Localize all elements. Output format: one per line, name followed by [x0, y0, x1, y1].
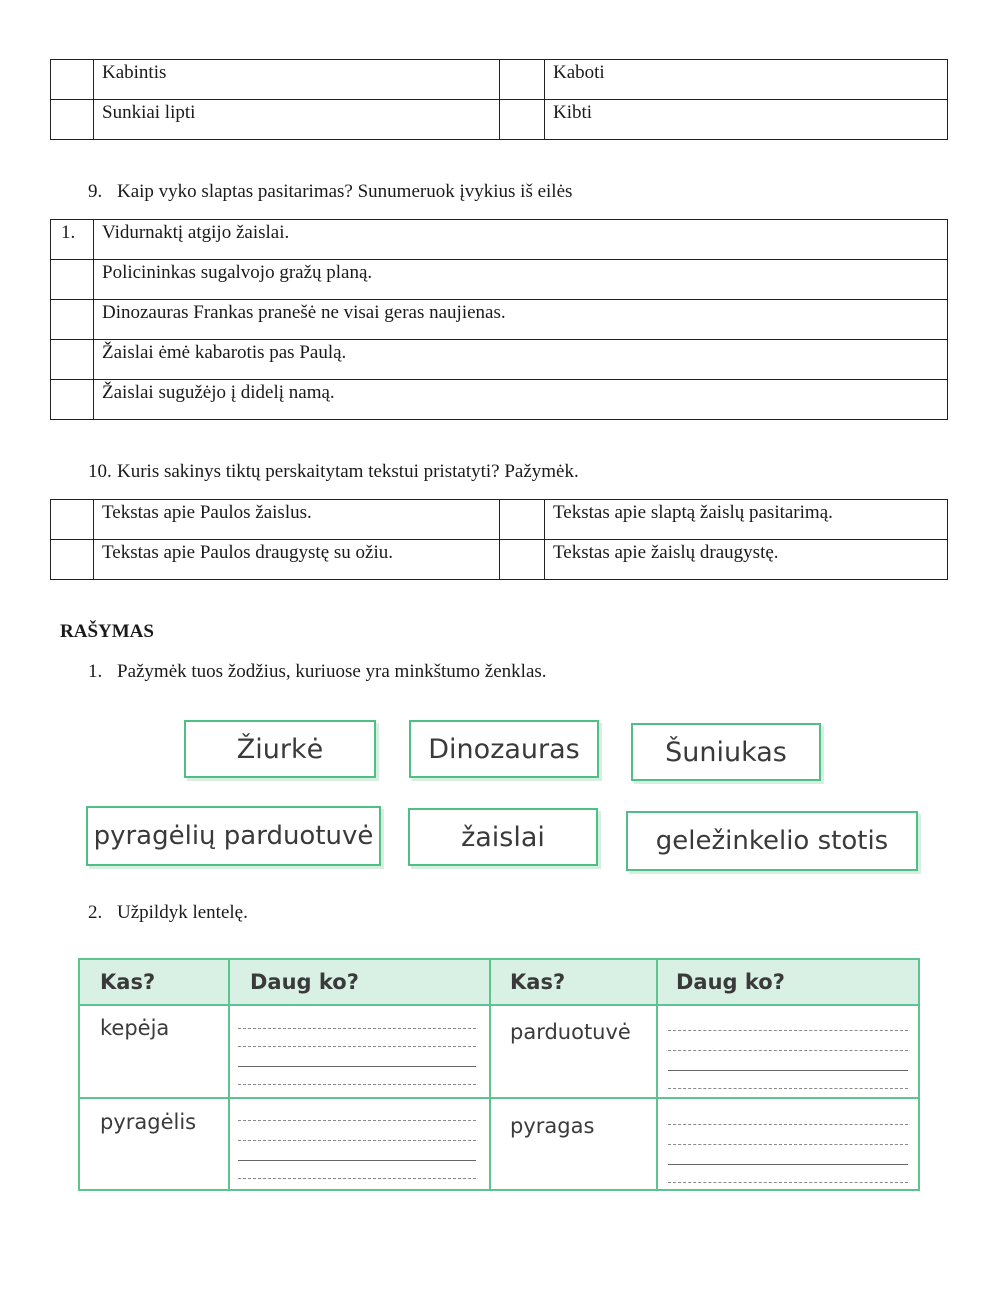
order-number-cell[interactable]	[51, 380, 94, 420]
answer-line[interactable]	[668, 1144, 908, 1145]
table-row	[51, 220, 948, 260]
option-cell: Tekstas apie slaptą žaislų pasitarimą.	[545, 500, 948, 540]
word-card[interactable]: Šuniukas	[631, 723, 821, 781]
table-row	[51, 500, 948, 540]
answer-line[interactable]	[238, 1160, 476, 1161]
question-text: Kaip vyko slaptas pasitarimas? Sunumeruok įvykius iš eilės	[117, 181, 573, 202]
section-heading: RAŠYMAS	[60, 621, 154, 642]
noun-cell: kepėja	[100, 1016, 170, 1040]
column-header: Kas?	[510, 970, 566, 994]
table-row	[51, 380, 948, 420]
task-number: 1.	[88, 661, 103, 682]
answer-line[interactable]	[668, 1088, 908, 1089]
choice-table	[50, 499, 948, 580]
answer-line[interactable]	[668, 1182, 908, 1183]
option-cell: Kaboti	[545, 60, 948, 100]
order-number-cell[interactable]	[51, 340, 94, 380]
answer-table-top	[50, 59, 948, 140]
answer-line[interactable]	[238, 1120, 476, 1121]
question-number: 9.	[88, 181, 103, 202]
column-divider	[489, 960, 491, 1189]
answer-line[interactable]	[668, 1050, 908, 1051]
checkbox-cell[interactable]	[500, 540, 545, 580]
word-card[interactable]: Žiurkė	[184, 720, 376, 778]
event-text: Žaislai ėmė kabarotis pas Paulą.	[94, 340, 948, 380]
option-cell: Sunkiai lipti	[94, 100, 500, 140]
option-cell: Tekstas apie žaislų draugystę.	[545, 540, 948, 580]
table-row	[51, 300, 948, 340]
word-card[interactable]: pyragėlių parduotuvė	[86, 806, 381, 866]
writing-task-2	[88, 902, 248, 924]
row-divider	[80, 1097, 918, 1099]
option-cell: Kabintis	[94, 60, 500, 100]
event-text: Policininkas sugalvojo gražų planą.	[94, 260, 948, 300]
task-text: Pažymėk tuos žodžius, kuriuose yra minkštumo ženklas.	[117, 661, 547, 682]
column-header: Kas?	[100, 970, 156, 994]
noun-cell: parduotuvė	[510, 1020, 631, 1044]
event-text: Vidurnaktį atgijo žaislai.	[94, 220, 948, 260]
option-cell: Tekstas apie Paulos žaislus.	[94, 500, 500, 540]
checkbox-cell[interactable]	[500, 60, 545, 100]
checkbox-cell[interactable]	[51, 100, 94, 140]
writing-task-1	[88, 661, 547, 683]
answer-line[interactable]	[238, 1084, 476, 1085]
task-text: Užpildyk lentelę.	[117, 902, 248, 923]
answer-line[interactable]	[668, 1030, 908, 1031]
answer-line[interactable]	[238, 1178, 476, 1179]
order-number-cell[interactable]: 1.	[51, 220, 94, 260]
question-number: 10.	[88, 461, 112, 482]
column-divider	[656, 960, 658, 1189]
table-row	[51, 260, 948, 300]
column-header: Daug ko?	[250, 970, 359, 994]
question-text: Kuris sakinys tiktų perskaitytam tekstui pristatyti? Pažymėk.	[117, 461, 579, 482]
question-10	[88, 461, 579, 483]
column-divider	[228, 960, 230, 1189]
option-cell: Tekstas apie Paulos draugystę su ožiu.	[94, 540, 500, 580]
answer-line[interactable]	[668, 1164, 908, 1165]
answer-line[interactable]	[668, 1070, 908, 1071]
order-number-cell[interactable]	[51, 260, 94, 300]
checkbox-cell[interactable]	[51, 540, 94, 580]
option-cell: Kibti	[545, 100, 948, 140]
answer-line[interactable]	[238, 1028, 476, 1029]
order-number-cell[interactable]	[51, 300, 94, 340]
checkbox-cell[interactable]	[500, 500, 545, 540]
table-row	[51, 340, 948, 380]
checkbox-cell[interactable]	[51, 60, 94, 100]
answer-line[interactable]	[238, 1140, 476, 1141]
table-row	[51, 100, 948, 140]
noun-cell: pyragėlis	[100, 1110, 197, 1134]
table-header-row	[80, 960, 918, 1006]
word-card[interactable]: žaislai	[408, 808, 598, 866]
answer-line[interactable]	[238, 1066, 476, 1067]
table-row	[51, 60, 948, 100]
answer-line[interactable]	[668, 1124, 908, 1125]
checkbox-cell[interactable]	[51, 500, 94, 540]
sequence-table	[50, 219, 948, 420]
table-row	[51, 540, 948, 580]
word-card[interactable]: geležinkelio stotis	[626, 811, 918, 871]
column-header: Daug ko?	[676, 970, 785, 994]
plural-table	[78, 958, 920, 1191]
event-text: Dinozauras Frankas pranešė ne visai geras naujienas.	[94, 300, 948, 340]
noun-cell: pyragas	[510, 1114, 595, 1138]
checkbox-cell[interactable]	[500, 100, 545, 140]
question-9	[88, 181, 572, 203]
answer-line[interactable]	[238, 1046, 476, 1047]
word-card[interactable]: Dinozauras	[409, 720, 599, 778]
event-text: Žaislai sugužėjo į didelį namą.	[94, 380, 948, 420]
task-number: 2.	[88, 902, 103, 923]
